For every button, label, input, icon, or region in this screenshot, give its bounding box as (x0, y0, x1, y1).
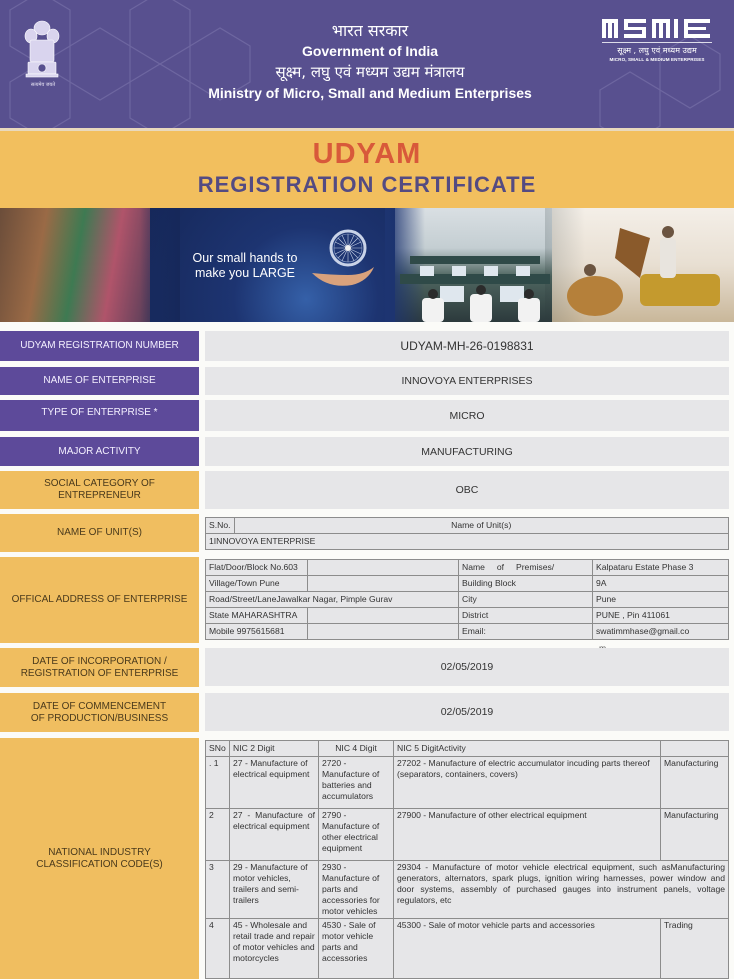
nic-header-activity (661, 741, 729, 757)
certificate-title-band (0, 128, 734, 208)
nic-4digit: 2790 - Manufacture of other electrical equipment (319, 809, 394, 861)
table-row (206, 560, 729, 576)
major-activity-label: MAJOR ACTIVITY (0, 437, 199, 466)
table-row (206, 809, 729, 861)
certificate-title-udyam: UDYAM (312, 138, 422, 170)
row-registration-number (0, 331, 734, 361)
national-emblem-icon (20, 18, 64, 92)
registration-number-label: UDYAM REGISTRATION NUMBER (0, 331, 199, 361)
units-label: NAME OF UNIT(S) (0, 514, 199, 552)
table-row (206, 534, 729, 550)
enterprise-type-label: TYPE OF ENTERPRISE * (0, 400, 199, 431)
government-titles (160, 20, 580, 103)
nic-header-5digit: NIC 5 DigitActivity (394, 741, 661, 757)
nic-5digit: 27202 - Manufacture of electric accumulator incuding parts thereof (separators, containers, covers) (394, 757, 661, 809)
nic-2digit: 27 - Manufacture of electrical equipment (230, 757, 319, 809)
row-enterprise-name (0, 367, 734, 395)
row-units (0, 514, 734, 552)
table-row (206, 592, 729, 608)
banner-tagline (185, 251, 305, 281)
nic-5digit: 45300 - Sale of motor vehicle parts and accessories (394, 919, 661, 979)
nic-header-4digit: NIC 4 Digit (319, 741, 394, 757)
nic-4digit: 2720 - Manufacture of batteries and accumulators (319, 757, 394, 809)
nic-2digit: 45 - Wholesale and retail trade and repair of motor vehicles and motorcycles (230, 919, 319, 979)
nic-header-row (206, 741, 729, 757)
english-country-name: Government of India (301, 43, 439, 59)
address-state: State MAHARASHTRA (206, 608, 308, 624)
nic-4digit: 2930 - Manufacture of parts and accessories for motor vehicles (319, 861, 394, 919)
social-category-label: SOCIAL CATEGORY OF ENTREPRENEUR (0, 471, 199, 509)
units-header-name: Name of Unit(s) (234, 518, 729, 534)
address-table (205, 559, 729, 640)
msme-english-text: MICRO, SMALL & MEDIUM ENTERPRISES (609, 57, 705, 62)
nic-header-sno: SNo (206, 741, 230, 757)
nic-sno: 4 (206, 919, 230, 979)
address-district-label: District (459, 608, 593, 624)
nic-4digit: 4530 - Sale of motor vehicle parts and accessories (319, 919, 394, 979)
nic-sno: 3 (206, 861, 230, 919)
units-header-sno: S.No. (206, 518, 235, 534)
office-workers-icon (400, 248, 550, 322)
address-email-value: swatimmhase@gmail.co (593, 624, 729, 640)
government-header (0, 0, 734, 128)
address-block-label: Building Block (459, 576, 593, 592)
tagline-line-2: make you LARGE (194, 266, 296, 280)
row-incorporation-date (0, 648, 734, 687)
msme-banner-image (0, 208, 734, 322)
msme-divider (602, 42, 712, 43)
nic-sno: . 1 (206, 757, 230, 809)
nic-activity: Manufacturing (661, 757, 729, 809)
address-district-value: PUNE , Pin 411061 (593, 608, 729, 624)
enterprise-name-value: INNOVOYA ENTERPRISES (205, 367, 729, 395)
nic-activity: Manufacturing (661, 809, 729, 861)
enterprise-name-label: NAME OF ENTERPRISE (0, 367, 199, 395)
nic-5digit: 29304 - Manufacture of motor vehicle electrical equipment, such asManufacturing generators, alternators, spark plugs, ignition wiring harnesses, power window and door systems, assembly of purchased gauges into instrument panels, voltage regulators, etc (394, 861, 729, 919)
row-major-activity (0, 437, 734, 466)
row-social-category (0, 471, 734, 509)
row-address (0, 557, 734, 643)
ashoka-chakra-icon (328, 228, 368, 268)
nic-sno: 2 (206, 809, 230, 861)
certificate-title: REGISTRATION CERTIFICATE (197, 172, 537, 197)
msme-logo (598, 16, 716, 76)
nic-header-2digit: NIC 2 Digit (230, 741, 319, 757)
tagline-line-1: Our small hands to (192, 251, 298, 265)
major-activity-value: MANUFACTURING (205, 437, 729, 466)
registration-number-value: UDYAM-MH-26-0198831 (205, 331, 729, 361)
table-row (206, 576, 729, 592)
commencement-date-value: 02/05/2019 (205, 693, 729, 731)
address-premises-value: Kalpataru Estate Phase 3 (593, 560, 729, 576)
table-row (206, 757, 729, 809)
incorporation-date-value: 02/05/2019 (205, 648, 729, 686)
row-nic-codes (0, 738, 734, 979)
social-category-value: OBC (205, 471, 729, 509)
unit-name-cell: 1INNOVOYA ENTERPRISE (206, 534, 729, 550)
nic-2digit: 29 - Manufacture of motor vehicles, trailers and semi-trailers (230, 861, 319, 919)
nic-codes-table (205, 740, 729, 979)
hindi-ministry-name: सूक्ष्म, लघु एवं मध्यम उद्यम मंत्रालय (275, 63, 465, 81)
open-hand-icon (308, 263, 378, 291)
table-row (206, 919, 729, 979)
commencement-date-label: DATE OF COMMENCEMENT OF PRODUCTION/BUSINESS (0, 693, 199, 732)
units-table (205, 517, 729, 550)
nic-2digit: 27 - Manufacture of electrical equipment (230, 809, 319, 861)
msme-hindi-text: सूक्ष्म , लघु एवं मध्यम उद्यम (617, 46, 697, 55)
address-road: Road/Street/LaneJawalkar Nagar, Pimple Gurav (206, 592, 459, 608)
address-city-label: City (459, 592, 593, 608)
address-mobile: Mobile 9975615681 (206, 624, 308, 640)
address-flat: Flat/Door/Block No.603 (206, 560, 308, 576)
address-email-label: Email: (459, 624, 593, 640)
row-enterprise-type (0, 400, 734, 431)
hindi-country-name: भारत सरकार (331, 21, 409, 40)
address-label: OFFICAL ADDRESS OF ENTERPRISE (0, 557, 199, 643)
nic-5digit: 27900 - Manufacture of other electrical equipment (394, 809, 661, 861)
msme-wordmark-icon (598, 16, 716, 40)
address-premises-label: Name of Premises/ (459, 560, 593, 576)
enterprise-type-value: MICRO (205, 400, 729, 431)
nic-activity: Trading (661, 919, 729, 979)
address-block-value: 9A (593, 576, 729, 592)
table-row (206, 861, 729, 919)
address-city-value: Pune (593, 592, 729, 608)
row-commencement-date (0, 693, 734, 732)
nic-codes-label: NATIONAL INDUSTRY CLASSIFICATION CODE(S) (0, 738, 199, 979)
table-row (206, 624, 729, 640)
address-village: Village/Town Pune (206, 576, 308, 592)
emblem-caption: सत्यमेव जयते (30, 82, 56, 88)
english-ministry-name: Ministry of Micro, Small and Medium Enterprises (208, 85, 532, 101)
table-row (206, 608, 729, 624)
farm-workers-icon (560, 218, 730, 322)
incorporation-date-label: DATE OF INCORPORATION / REGISTRATION OF ENTERPRISE (0, 648, 199, 687)
